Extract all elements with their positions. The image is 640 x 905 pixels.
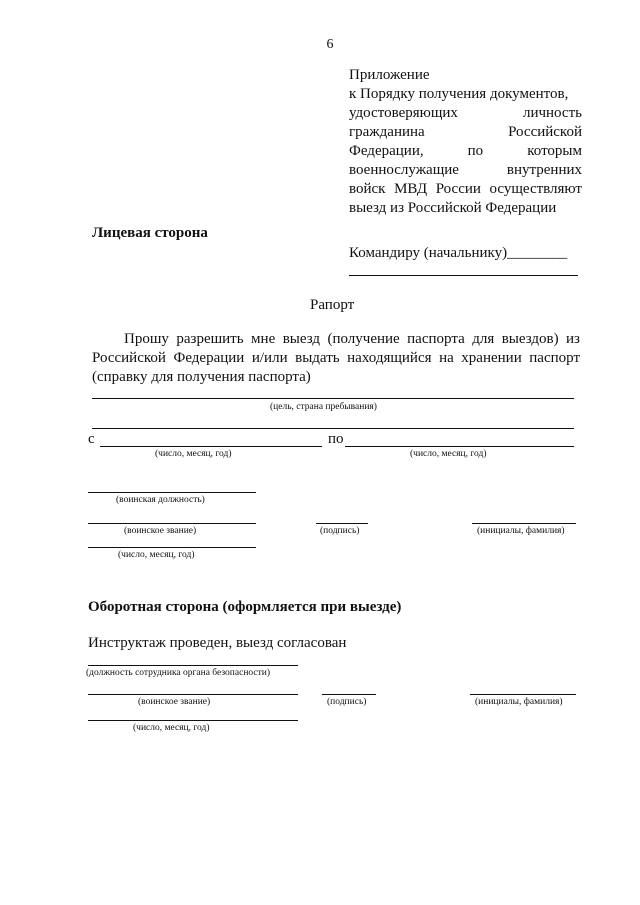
back-name-caption: (инициалы, фамилия) (475, 697, 563, 707)
report-title: Рапорт (310, 297, 355, 313)
addressee-line: Командиру (начальнику)________ (349, 245, 568, 261)
back-date-caption: (число, месяц, год) (133, 723, 210, 733)
position-caption: (воинская должность) (116, 495, 205, 505)
back-date-blank[interactable] (88, 720, 298, 721)
appendix-line: войск МВД России осуществляют (349, 181, 582, 197)
to-date-caption: (число, месяц, год) (410, 449, 487, 459)
appendix-line: выезд из Российской Федерации (349, 200, 557, 216)
from-label: с (88, 431, 95, 447)
front-side-heading: Лицевая сторона (92, 225, 208, 241)
rank-caption: (воинское звание) (124, 526, 197, 536)
appendix-line: Приложение (349, 67, 430, 83)
back-rank-blank[interactable] (88, 694, 298, 695)
date-caption: (число, месяц, год) (118, 550, 195, 560)
name-blank[interactable] (472, 523, 576, 524)
to-label: по (328, 431, 344, 447)
rank-blank[interactable] (88, 523, 256, 524)
appendix-line: к Порядку получения документов, (349, 86, 569, 102)
signature-blank[interactable] (316, 523, 368, 524)
from-date-caption: (число, месяц, год) (155, 449, 232, 459)
position-blank[interactable] (88, 492, 256, 493)
body-line: Российской Федерации и/или выдать находящийся на хранении паспорт (92, 350, 580, 366)
back-statement: Инструктаж проведен, выезд согласован (88, 635, 347, 651)
appendix-line: Федерации, по которым (349, 143, 582, 159)
appendix-line: военнослужащие внутренних (349, 162, 582, 178)
name-caption: (инициалы, фамилия) (477, 526, 565, 536)
page-number: 6 (326, 37, 334, 52)
back-signature-caption: (подпись) (327, 697, 367, 707)
addressee-blank[interactable] (349, 275, 578, 276)
appendix-block (349, 66, 582, 218)
signature-caption: (подпись) (320, 526, 360, 536)
back-side-heading: Оборотная сторона (оформляется при выезде) (88, 599, 402, 615)
appendix-line: удостоверяющих личность (349, 105, 582, 121)
officer-position-caption: (должность сотрудника органа безопасности) (86, 668, 271, 678)
body-line: Прошу разрешить мне выезд (получение паспорта для выездов) из (124, 331, 580, 347)
from-date-blank[interactable] (100, 446, 322, 447)
officer-position-blank[interactable] (88, 665, 298, 666)
date-blank[interactable] (88, 547, 256, 548)
back-rank-caption: (воинское звание) (138, 697, 211, 707)
report-body (92, 330, 580, 387)
body-line: (справку для получения паспорта) (92, 369, 311, 385)
purpose-caption: (цель, страна пребывания) (270, 402, 377, 412)
appendix-line: гражданина Российской (349, 124, 582, 140)
back-name-blank[interactable] (470, 694, 576, 695)
purpose-blank[interactable] (92, 398, 574, 399)
purpose-blank-2[interactable] (92, 428, 574, 429)
back-signature-blank[interactable] (322, 694, 376, 695)
to-date-blank[interactable] (345, 446, 574, 447)
